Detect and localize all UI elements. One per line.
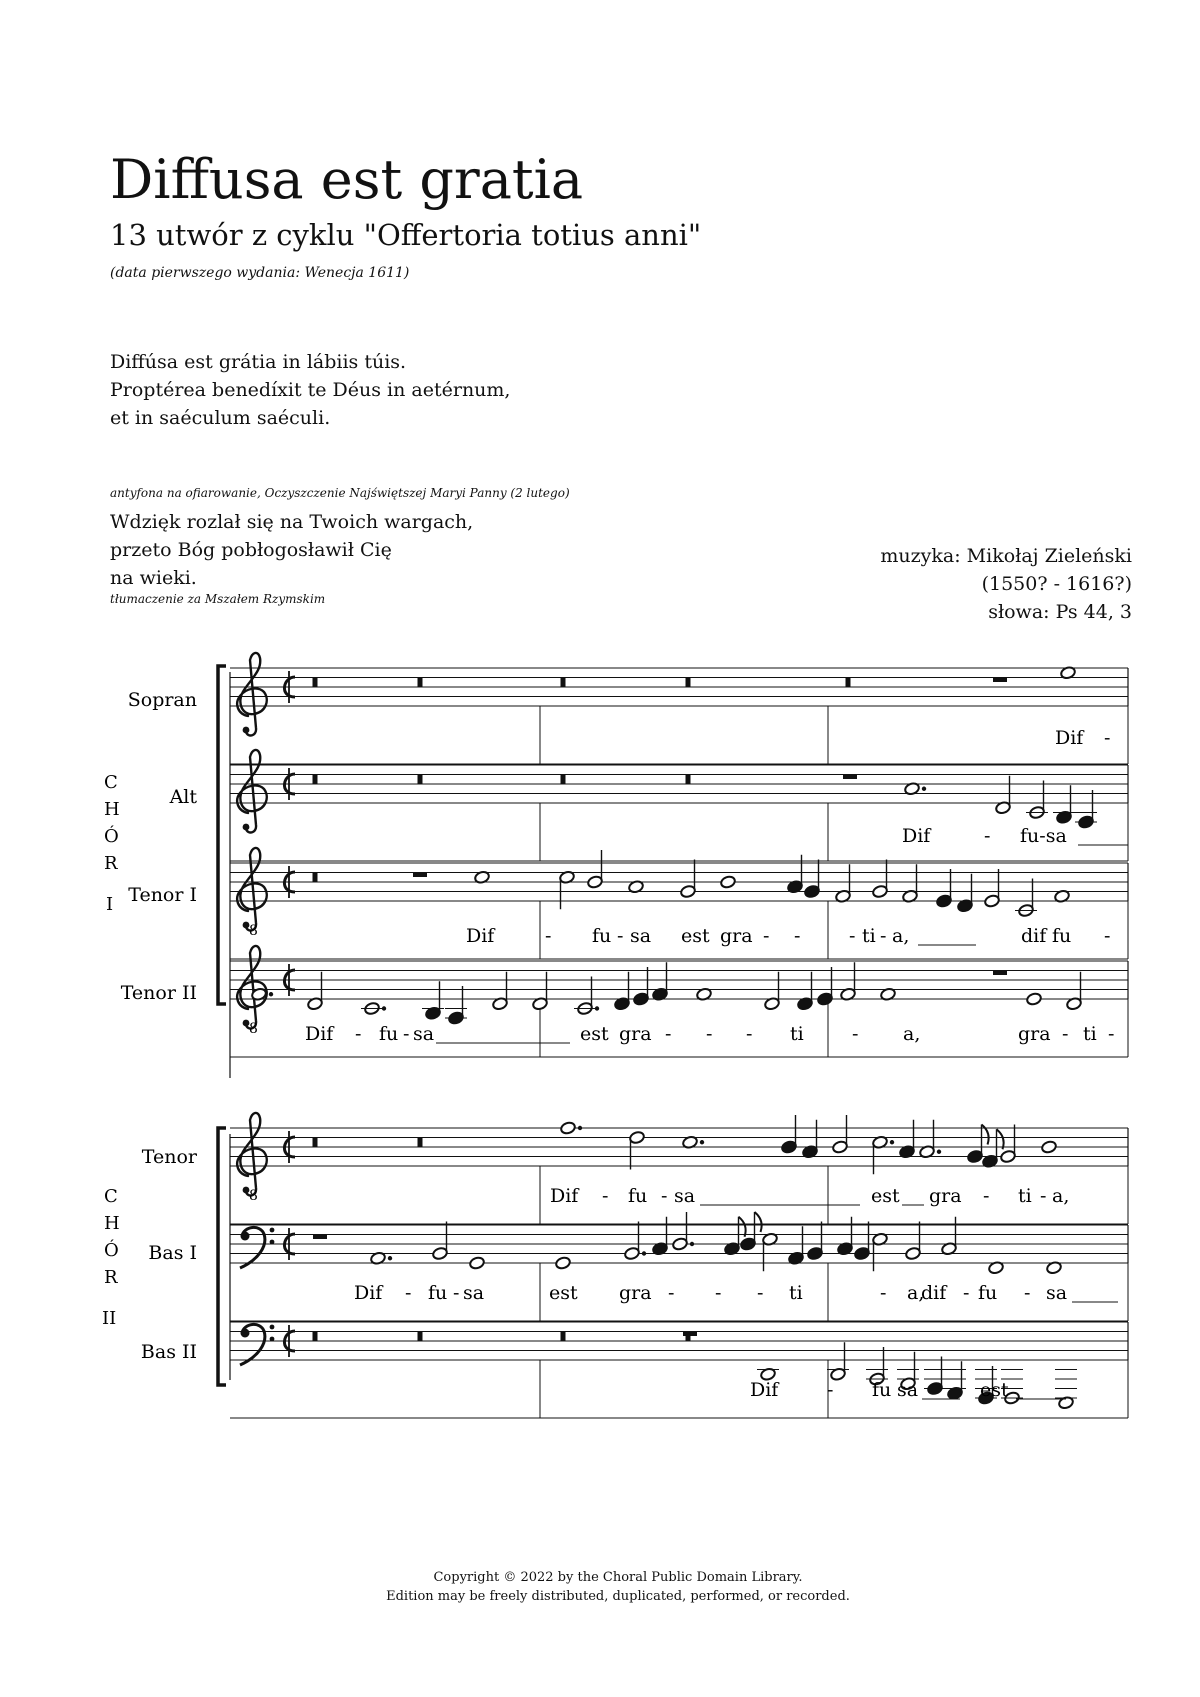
- lyric-syllable: -: [880, 925, 887, 947]
- octave-mark: 8: [249, 1021, 258, 1037]
- lyric-syllable: Dif: [550, 1185, 579, 1207]
- choir-1-letter: I: [106, 894, 114, 915]
- part-name-bas-1: Bas I: [148, 1242, 197, 1264]
- lyric-syllable: sa: [413, 1023, 435, 1045]
- choir-2-system: [218, 1128, 230, 1385]
- staff-alt: [230, 750, 1128, 861]
- treble-clef-icon: [237, 1113, 267, 1196]
- page-subtitle: 13 utwór z cyklu "Offertoria totius anni": [110, 218, 702, 252]
- note-head: [720, 875, 737, 889]
- rest-icon: [313, 873, 318, 883]
- lyric-syllable: -: [849, 925, 856, 947]
- lyric-syllable: ti: [790, 1023, 804, 1045]
- rest-icon: [313, 1138, 318, 1148]
- lyric-syllable: sa: [1046, 1282, 1068, 1304]
- note-head: [560, 1121, 577, 1135]
- latin-line-1: Diffúsa est grátia in lábiis túis.: [110, 351, 407, 373]
- lyric-syllable: -: [665, 1023, 672, 1045]
- lyrics-tenor-1: [466, 925, 1110, 947]
- lyric-syllable: -: [706, 1023, 713, 1045]
- augmentation-dot: [700, 1140, 704, 1144]
- lyric-syllable: -: [852, 1023, 859, 1045]
- note-head: [469, 1256, 486, 1270]
- bass-clef-icon: [240, 1324, 274, 1365]
- lyric-syllable: -: [1104, 925, 1111, 947]
- lyric-syllable: -: [757, 1282, 764, 1304]
- composer-credit: muzyka: Mikołaj Zieleński: [880, 545, 1132, 567]
- lyric-syllable: -: [746, 1023, 753, 1045]
- lyric-syllable: -: [963, 1282, 970, 1304]
- augmentation-dot: [269, 992, 273, 996]
- lyric-syllable: -: [983, 1185, 990, 1207]
- translation-line-1: Wdzięk rozlał się na Twoich wargach,: [110, 511, 474, 533]
- note-flag: [997, 1129, 1004, 1149]
- part-name-alt: Alt: [169, 786, 197, 808]
- lyric-syllable: a,: [892, 925, 910, 947]
- choir-1-letter: C: [104, 772, 118, 793]
- lyric-syllable: fu: [1052, 925, 1072, 947]
- lyric-syllable: ti: [862, 925, 876, 947]
- lyric-syllable: fu: [872, 1379, 892, 1401]
- lyric-syllable: -: [984, 825, 991, 847]
- composer-dates: (1550? - 1616?): [981, 573, 1132, 595]
- lyric-syllable: -: [617, 925, 624, 947]
- lyric-syllable: fu: [628, 1185, 648, 1207]
- lyric-syllable: -: [668, 1282, 675, 1304]
- rest-icon: [313, 1332, 318, 1342]
- part-name-tenor-1: Tenor I: [128, 884, 197, 906]
- augmentation-dot: [388, 1256, 392, 1260]
- lyric-syllable: fu-sa: [1020, 825, 1067, 847]
- lyric-syllable: sa: [674, 1185, 696, 1207]
- lyric-syllable: est: [681, 925, 710, 947]
- lyric-syllable: -: [715, 1282, 722, 1304]
- lyric-syllable: gra: [720, 925, 753, 947]
- choir-2-letter: H: [104, 1213, 120, 1234]
- choir-1-system: [218, 666, 230, 1078]
- lyric-syllable: -: [1108, 1023, 1115, 1045]
- lyric-syllable: ti: [1083, 1023, 1097, 1045]
- lyric-syllable: Dif: [750, 1379, 779, 1401]
- lyric-syllable: -: [794, 925, 801, 947]
- lyric-syllable: -: [602, 1185, 609, 1207]
- lyric-syllable: -: [453, 1282, 460, 1304]
- staff-tenor-1: [230, 848, 1128, 959]
- choir-2-letter: C: [104, 1186, 118, 1207]
- staff-bas-2: [230, 1322, 1128, 1418]
- page-title: Diffusa est gratia: [110, 148, 584, 211]
- treble-clef-icon: [237, 946, 267, 1029]
- lyric-syllable: est: [871, 1185, 900, 1207]
- staff-bas-1: [230, 1212, 1128, 1321]
- choir-1-letter: Ó: [104, 826, 119, 847]
- note-flag: [739, 1217, 746, 1237]
- lyric-syllable: sa: [630, 925, 652, 947]
- choir-2-label: [102, 1186, 120, 1329]
- lyric-syllable: fu: [592, 925, 612, 947]
- lyric-syllable: gra: [1018, 1023, 1051, 1045]
- choir-1-letter: R: [104, 853, 118, 874]
- rest-icon: [561, 775, 566, 785]
- choir-2-letter: II: [102, 1308, 117, 1329]
- text-source: słowa: Ps 44, 3: [988, 601, 1132, 623]
- choir-2-letter: Ó: [104, 1240, 119, 1261]
- rest-icon: [418, 678, 423, 688]
- lyric-syllable: sa: [897, 1379, 919, 1401]
- augmentation-dot: [922, 787, 926, 791]
- lyric-syllable: -: [1062, 1023, 1069, 1045]
- staff-tenor-2: [230, 946, 1128, 1057]
- lyric-syllable: sa: [463, 1282, 485, 1304]
- lyric-syllable: -: [355, 1023, 362, 1045]
- rest-icon: [561, 1332, 566, 1342]
- part-name-sopran: Sopran: [127, 689, 197, 711]
- part-name-bas-2: Bas II: [140, 1341, 197, 1363]
- treble-clef-icon: [237, 848, 267, 931]
- lyric-syllable: dif: [1021, 925, 1047, 947]
- lyric-syllable: dif: [921, 1282, 947, 1304]
- lyric-syllable: Dif: [1055, 727, 1084, 749]
- translation-source: tłumaczenie za Mszałem Rzymskim: [110, 592, 326, 606]
- rest-icon: [846, 678, 851, 688]
- part-name-tenor-2: Tenor II: [120, 982, 197, 1004]
- copyright-notice: [0, 1568, 1200, 1606]
- choir-1-letter: H: [104, 799, 120, 820]
- lyric-syllable: a,: [907, 1282, 925, 1304]
- treble-clef-icon: [237, 750, 267, 833]
- note-flag: [755, 1212, 762, 1232]
- lyric-syllable: ti: [1018, 1185, 1032, 1207]
- lyric-syllable: -: [405, 1282, 412, 1304]
- staff-sopran: [230, 653, 1128, 764]
- lyric-syllable: -: [403, 1023, 410, 1045]
- lyric-syllable: -: [1040, 1185, 1047, 1207]
- rest-icon: [686, 678, 691, 688]
- lyric-syllable: -: [1104, 727, 1111, 749]
- lyric-syllable: est: [549, 1282, 578, 1304]
- note-head: [1026, 992, 1043, 1006]
- latin-line-3: et in saéculum saéculi.: [110, 407, 331, 429]
- rest-icon: [413, 873, 427, 878]
- lyric-syllable: fu: [379, 1023, 399, 1045]
- lyric-syllable: -: [827, 1379, 834, 1401]
- first-publication-note: (data pierwszego wydania: Wenecja 1611): [110, 265, 410, 281]
- augmentation-dot: [690, 1242, 694, 1246]
- note-head: [555, 1256, 572, 1270]
- augmentation-dot: [890, 1140, 894, 1144]
- octave-mark: 8: [249, 1188, 258, 1204]
- lyrics-tenor: [550, 1185, 1069, 1207]
- rest-icon: [313, 775, 318, 785]
- lyric-syllable: ti: [789, 1282, 803, 1304]
- augmentation-dot: [578, 1126, 582, 1130]
- rest-icon: [683, 1332, 697, 1337]
- lyric-syllable: fu: [428, 1282, 448, 1304]
- choir-2-letter: R: [104, 1267, 118, 1288]
- lyrics-tenor-2: [305, 1023, 1114, 1045]
- lyric-syllable: est: [580, 1023, 609, 1045]
- copyright-line-1: Copyright © 2022 by the Choral Public Domain Library.: [433, 1570, 803, 1585]
- rest-icon: [561, 678, 566, 688]
- lyric-syllable: a,: [1052, 1185, 1070, 1207]
- lyric-syllable: Dif: [466, 925, 495, 947]
- augmentation-dot: [937, 1150, 941, 1154]
- rest-icon: [993, 971, 1007, 976]
- lyric-syllable: -: [661, 1185, 668, 1207]
- rest-icon: [418, 775, 423, 785]
- staff-tenor: [230, 1113, 1128, 1224]
- note-head: [1041, 1140, 1058, 1154]
- translation-line-3: na wieki.: [110, 567, 197, 589]
- lyric-syllable: gra: [619, 1282, 652, 1304]
- lyric-syllable: fu: [978, 1282, 998, 1304]
- lyric-syllable: gra: [929, 1185, 962, 1207]
- part-name-tenor: Tenor: [141, 1146, 197, 1168]
- lyrics-sopran: [1055, 727, 1110, 749]
- copyright-line-2: Edition may be freely distributed, duplicated, performed, or recorded.: [386, 1589, 850, 1604]
- octave-mark: 8: [249, 923, 258, 939]
- lyric-syllable: gra: [619, 1023, 652, 1045]
- rest-icon: [313, 678, 318, 688]
- lyric-syllable: est: [980, 1379, 1009, 1401]
- rest-icon: [418, 1138, 423, 1148]
- lyric-syllable: Dif: [354, 1282, 383, 1304]
- rest-icon: [418, 1332, 423, 1342]
- rest-icon: [993, 678, 1007, 683]
- rest-icon: [686, 775, 691, 785]
- rest-icon: [843, 775, 857, 780]
- lyric-syllable: Dif: [902, 825, 931, 847]
- occasion-note: antyfona na ofiarowanie, Oczyszczenie Najświętszej Maryi Panny (2 lutego): [110, 486, 570, 500]
- lyrics-bas-1: [354, 1282, 1118, 1304]
- lyric-syllable: -: [1024, 1282, 1031, 1304]
- lyric-syllable: -: [545, 925, 552, 947]
- rest-icon: [313, 1235, 327, 1240]
- treble-clef-icon: [237, 653, 267, 736]
- translation-line-2: przeto Bóg pobłogosławił Cię: [110, 539, 392, 561]
- lyric-syllable: -: [763, 925, 770, 947]
- lyric-syllable: Dif: [305, 1023, 334, 1045]
- bass-clef-icon: [240, 1227, 274, 1268]
- choir-1-label: [104, 772, 120, 915]
- latin-line-2: Proptérea benedíxit te Déus in aetérnum,: [110, 379, 511, 401]
- lyrics-alt: [902, 825, 1128, 847]
- lyric-syllable: a,: [903, 1023, 921, 1045]
- lyric-syllable: -: [880, 1282, 887, 1304]
- augmentation-dot: [642, 1251, 646, 1255]
